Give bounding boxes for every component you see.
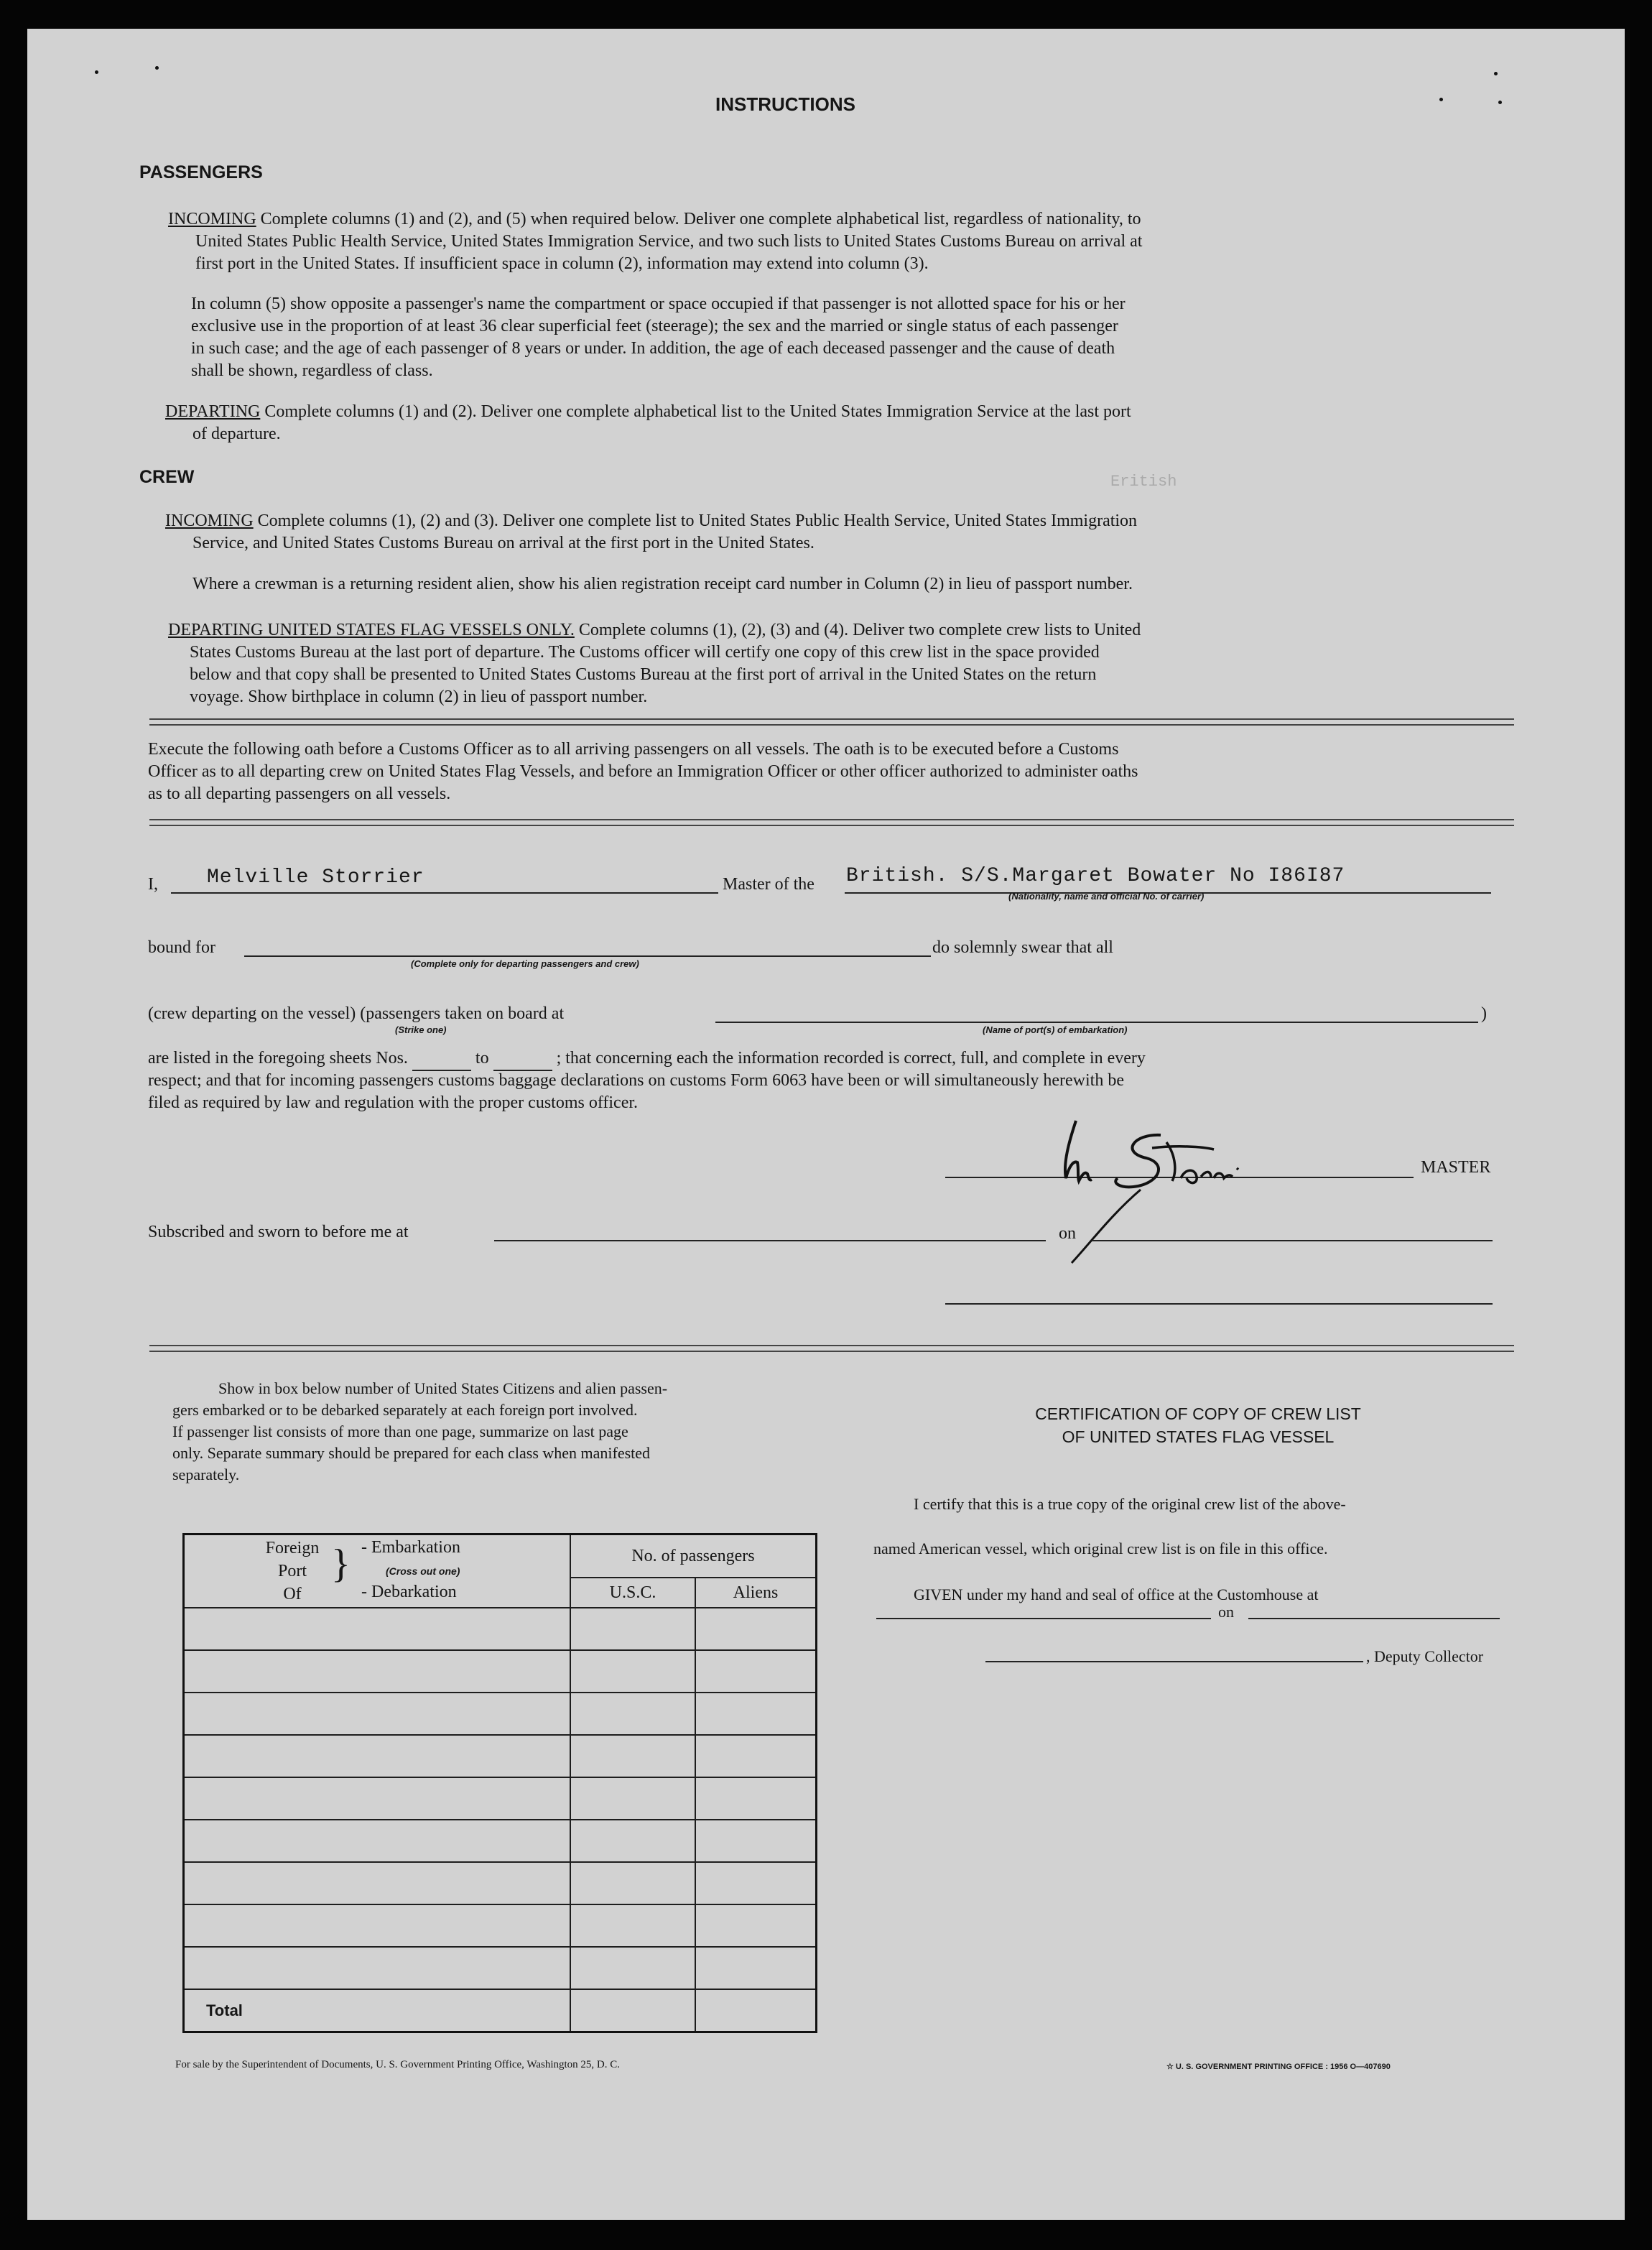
- usc-cell[interactable]: [570, 1904, 695, 1947]
- crew-departing-text: Complete columns (1), (2), (3) and (4). Deliver two complete crew lists to United: [578, 621, 1141, 639]
- sheets-text: ; that concerning each the information recorded is correct, full, and complete in every: [556, 1049, 1146, 1068]
- port-cell[interactable]: [184, 1650, 571, 1693]
- summary-text: Show in box below number of United States Citizens and alien passen-: [218, 1379, 668, 1397]
- embarkation-label: - Embarkation: [361, 1538, 460, 1557]
- passengers-departing-text: of departure.: [192, 425, 281, 443]
- port-cell[interactable]: [184, 1735, 571, 1777]
- master-of-label: Master of the: [723, 875, 815, 894]
- crew-departing-text: States Customs Bureau at the last port of departure. The Customs officer will certify one copy of this crew list in the space provided: [190, 643, 1100, 662]
- certification-title: [889, 1402, 1507, 1448]
- bound-for-label: bound for: [148, 938, 215, 957]
- summary-text: separately.: [172, 1466, 240, 1483]
- footer-printing-office: ☆ U. S. GOVERNMENT PRINTING OFFICE : 1956 O—407690: [1166, 2062, 1391, 2071]
- table-row: [184, 1820, 817, 1862]
- instructions-title: INSTRUCTIONS: [715, 93, 855, 115]
- subscribed-date-line: [1092, 1240, 1493, 1241]
- aliens-cell[interactable]: [695, 1777, 817, 1820]
- aliens-total-cell[interactable]: [695, 1989, 817, 2032]
- bound-caption: (Complete only for departing passengers and crew): [411, 958, 639, 969]
- close-paren: ): [1481, 1004, 1487, 1023]
- section-divider: [149, 718, 1514, 726]
- table-row: [184, 1693, 817, 1735]
- scan-speck: [1494, 72, 1498, 75]
- port-caption: (Name of port(s) of embarkation): [983, 1024, 1128, 1035]
- usc-cell[interactable]: [570, 1862, 695, 1904]
- aliens-cell[interactable]: [695, 1947, 817, 1989]
- passengers-departing-block: [165, 401, 1516, 445]
- passengers-incoming-text: first port in the United States. If insufficient space in column (2), information may extend into column (3).: [195, 254, 929, 273]
- scan-speck: [155, 66, 159, 70]
- column-5-text: shall be shown, regardless of class.: [191, 361, 433, 380]
- column-5-text: exclusive use in the proportion of at least 36 clear superficial feet (steerage); the sex and the married or single status of each passenger: [191, 317, 1118, 335]
- port-cell[interactable]: [184, 1862, 571, 1904]
- crew-incoming-text: Complete columns (1), (2) and (3). Deliver one complete list to United States Public Health Service, United States Immigration: [257, 511, 1138, 530]
- passengers-incoming-text: United States Public Health Service, United States Immigration Service, and two such lists to United States Customs Bureau on arrival at: [195, 232, 1143, 251]
- footer-sale-note: For sale by the Superintendent of Documents, U. S. Government Printing Office, Washington 25, D. C.: [175, 2059, 620, 2070]
- subscribed-location-line: [494, 1240, 1046, 1241]
- vessel-field[interactable]: British. S/S.Margaret Bowater No I86I87: [846, 865, 1345, 887]
- aliens-cell[interactable]: [695, 1820, 817, 1862]
- aliens-cell[interactable]: [695, 1608, 817, 1650]
- crew-departing-label: DEPARTING UNITED STATES FLAG VESSELS ONLY.: [168, 621, 575, 639]
- port-cell[interactable]: [184, 1777, 571, 1820]
- customhouse-line: [876, 1618, 1211, 1619]
- crew-departing-text: voyage. Show birthplace in column (2) in lieu of passport number.: [190, 688, 648, 706]
- table-row: [184, 1862, 817, 1904]
- swear-text: do solemnly swear that all: [932, 938, 1113, 957]
- oath-instructions-block: [148, 739, 1527, 805]
- port-cell[interactable]: [184, 1608, 571, 1650]
- certification-date-line: [1248, 1618, 1500, 1619]
- column-5-block: [191, 293, 1527, 382]
- usc-cell[interactable]: [570, 1693, 695, 1735]
- cross-out-caption: (Cross out one): [386, 1565, 460, 1577]
- aliens-cell[interactable]: [695, 1693, 817, 1735]
- crew-departing-text: below and that copy shall be presented to United States Customs Bureau at the first port of arrival in the United States on the return: [190, 665, 1097, 684]
- master-label: MASTER: [1421, 1158, 1491, 1177]
- port-line: [715, 1022, 1478, 1023]
- port-cell[interactable]: [184, 1693, 571, 1735]
- foreign-header-text: Port: [277, 1562, 307, 1580]
- crew-incoming-block: [165, 510, 1516, 555]
- officer-signature-line: [945, 1303, 1493, 1305]
- bound-for-line: [244, 955, 931, 957]
- passengers-incoming-block: [168, 208, 1518, 275]
- usc-cell[interactable]: [570, 1777, 695, 1820]
- oath-instructions-text: Execute the following oath before a Customs Officer as to all arriving passengers on all vessels. The oath is to be executed before a Customs: [148, 740, 1119, 759]
- scan-speck: [1498, 101, 1502, 104]
- passengers-incoming-text: Complete columns (1) and (2), and (5) when required below. Deliver one complete alphabetical list, regardless of nationality, to: [260, 210, 1141, 228]
- crew-heading: CREW: [139, 467, 195, 487]
- table-row: [184, 1904, 817, 1947]
- crew-resident-text: Where a crewman is a returning resident alien, show his alien registration receipt card number in Column (2) in lieu of passport number.: [192, 575, 1133, 593]
- passenger-summary-table: [182, 1533, 817, 2033]
- vessel-caption: (Nationality, name and official No. of carrier): [1008, 891, 1205, 902]
- foreign-header-text: Of: [283, 1585, 302, 1603]
- table-row: [184, 1650, 817, 1693]
- sheets-line: [148, 1047, 1527, 1071]
- master-signature: [1026, 1106, 1306, 1272]
- crew-incoming-label: INCOMING: [165, 511, 254, 530]
- usc-cell[interactable]: [570, 1820, 695, 1862]
- port-cell[interactable]: [184, 1820, 571, 1862]
- deputy-collector-label: , Deputy Collector: [1366, 1647, 1484, 1665]
- total-label: Total: [184, 1989, 571, 2032]
- aliens-cell[interactable]: [695, 1650, 817, 1693]
- table-row: [184, 1735, 817, 1777]
- column-5-text: In column (5) show opposite a passenger's name the compartment or space occupied if that passenger is not allotted space for his or her: [191, 295, 1126, 313]
- sheets-to-label: to: [475, 1049, 489, 1068]
- summary-text: only. Separate summary should be prepared for each class when manifested: [172, 1444, 651, 1462]
- oath-i-label: I,: [148, 875, 158, 894]
- certification-title-line: CERTIFICATION OF COPY OF CREW LIST: [1035, 1404, 1361, 1423]
- usc-header: U.S.C.: [570, 1578, 695, 1608]
- certification-title-line: OF UNITED STATES FLAG VESSEL: [1062, 1427, 1335, 1446]
- sheet-to-field[interactable]: [493, 1047, 552, 1071]
- table-row: [184, 1608, 817, 1650]
- passengers-heading: PASSENGERS: [139, 162, 263, 182]
- section-divider: [149, 1345, 1514, 1352]
- scan-speck: [1439, 98, 1443, 101]
- foreign-header-text: Foreign: [265, 1539, 320, 1557]
- total-row: [184, 1989, 817, 2032]
- passengers-departing-label: DEPARTING: [165, 402, 261, 421]
- oath-instructions-text: Officer as to all departing crew on United States Flag Vessels, and before an Immigration Officer or other officer authorized to administer oaths: [148, 762, 1138, 781]
- table-row: [184, 1947, 817, 1989]
- sheets-text: are listed in the foregoing sheets Nos.: [148, 1049, 408, 1068]
- passengers-departing-text: Complete columns (1) and (2). Deliver one complete alphabetical list to the United States Immigration Service at the last port: [264, 402, 1131, 421]
- debarkation-label: - Debarkation: [361, 1583, 457, 1601]
- master-name-line: [171, 892, 718, 894]
- form-sheet: [27, 29, 1625, 2220]
- summary-instructions: [172, 1378, 804, 1486]
- summary-text: If passenger list consists of more than one page, summarize on last page: [172, 1422, 628, 1440]
- aliens-cell[interactable]: [695, 1735, 817, 1777]
- passengers-incoming-label: INCOMING: [168, 210, 256, 228]
- usc-cell[interactable]: [570, 1650, 695, 1693]
- oath-text: respect; and that for incoming passengers customs baggage declarations on customs Form 6063 have been or will simultaneously herewith be: [148, 1071, 1124, 1090]
- section-divider: [149, 819, 1514, 826]
- strike-caption: (Strike one): [395, 1024, 447, 1035]
- certification-on-label: on: [1218, 1603, 1234, 1621]
- brace-icon: }: [331, 1542, 351, 1586]
- column-5-text: in such case; and the age of each passenger of 8 years or under. In addition, the age of each deceased passenger and the cause of death: [191, 339, 1115, 358]
- deputy-signature-line: [985, 1661, 1363, 1662]
- subscribed-label: Subscribed and sworn to before me at: [148, 1223, 409, 1241]
- aliens-cell[interactable]: [695, 1862, 817, 1904]
- table-row: [184, 1777, 817, 1820]
- master-name-field[interactable]: Melville Storrier: [207, 866, 424, 889]
- oath-instructions-text: as to all departing passengers on all vessels.: [148, 784, 451, 803]
- crew-passengers-text: (crew departing on the vessel) (passengers taken on board at: [148, 1004, 565, 1023]
- usc-cell[interactable]: [570, 1735, 695, 1777]
- aliens-cell[interactable]: [695, 1904, 817, 1947]
- summary-text: gers embarked or to be debarked separately at each foreign port involved.: [172, 1401, 638, 1419]
- usc-cell[interactable]: [570, 1608, 695, 1650]
- certification-text: I certify that this is a true copy of the original crew list of the above-: [914, 1495, 1346, 1513]
- scan-speck: [95, 70, 98, 74]
- subscribed-on-label: on: [1059, 1224, 1076, 1243]
- foreign-port-header: [184, 1534, 571, 1608]
- port-cell[interactable]: [184, 1947, 571, 1989]
- certification-text: named American vessel, which original crew list is on file in this office.: [873, 1540, 1328, 1557]
- sheet-from-field[interactable]: [412, 1047, 471, 1071]
- no-passengers-header: No. of passengers: [570, 1534, 817, 1578]
- bleed-through-mark: Eritish: [1110, 473, 1177, 491]
- usc-cell[interactable]: [570, 1947, 695, 1989]
- crew-incoming-text: Service, and United States Customs Bureau on arrival at the first port in the United States.: [192, 534, 815, 552]
- certification-text: GIVEN under my hand and seal of office at the Customhouse at: [914, 1585, 1319, 1603]
- port-cell[interactable]: [184, 1904, 571, 1947]
- usc-total-cell[interactable]: [570, 1989, 695, 2032]
- oath-text: filed as required by law and regulation with the proper customs officer.: [148, 1093, 639, 1112]
- aliens-header: Aliens: [695, 1578, 817, 1608]
- crew-departing-block: [168, 619, 1518, 708]
